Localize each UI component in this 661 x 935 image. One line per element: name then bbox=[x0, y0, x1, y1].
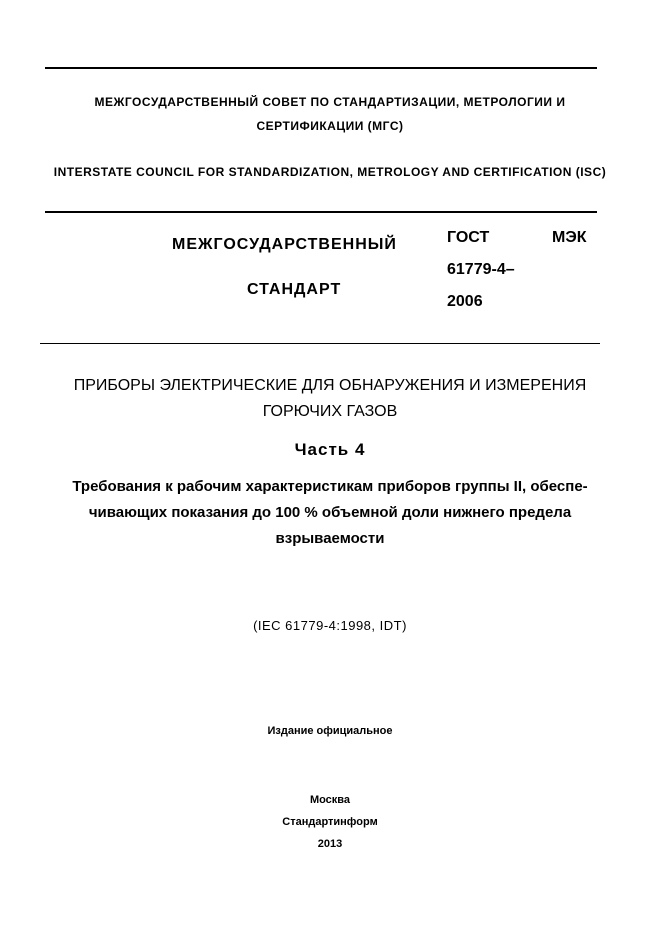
header-rule bbox=[45, 211, 597, 213]
title-line-2: ГОРЮЧИХ ГАЗОВ bbox=[262, 403, 398, 420]
top-rule bbox=[45, 67, 597, 69]
document-subtitle bbox=[20, 474, 640, 552]
imprint-year: 2013 bbox=[317, 838, 343, 850]
document-title bbox=[20, 373, 640, 425]
council-name-ru bbox=[40, 90, 620, 138]
iec-label: МЭК bbox=[552, 229, 587, 246]
imprint-publisher: Стандартинформ bbox=[282, 816, 378, 828]
standard-type-line1: МЕЖГОСУДАРСТВЕННЫЙ bbox=[172, 236, 397, 253]
subtitle-line-2: чивающих показания до 100 % объемной доли нижнего предела bbox=[88, 504, 572, 521]
iec-reference: (IEC 61779-4:1998, IDT) bbox=[253, 618, 407, 633]
subtitle-line-3: взрываемости bbox=[275, 530, 385, 547]
gost-label: ГОСТ bbox=[447, 229, 490, 246]
part-number: Часть 4 bbox=[294, 440, 366, 459]
standard-year: 2006 bbox=[447, 293, 483, 310]
title-line-1: ПРИБОРЫ ЭЛЕКТРИЧЕСКИЕ ДЛЯ ОБНАРУЖЕНИЯ И ИЗМЕРЕНИЯ bbox=[73, 377, 587, 394]
council-en-text: INTERSTATE COUNCIL FOR STANDARDIZATION, METROLOGY AND CERTIFICATION (ISC) bbox=[53, 165, 607, 179]
subtitle-line-1: Требования к рабочим характеристикам приборов группы II, обеспе- bbox=[72, 478, 588, 495]
standard-type-line2: СТАНДАРТ bbox=[247, 281, 342, 298]
imprint bbox=[20, 789, 640, 855]
council-name-en bbox=[40, 160, 620, 184]
council-ru-text: МЕЖГОСУДАРСТВЕННЫЙ СОВЕТ ПО СТАНДАРТИЗАЦИИ, МЕТРОЛОГИИ И СЕРТИФИКАЦИИ (МГС) bbox=[94, 95, 566, 133]
designation-rule bbox=[40, 343, 600, 344]
edition-note: Издание официальное bbox=[267, 725, 393, 737]
standard-number: 61779-4– bbox=[447, 261, 515, 278]
imprint-city: Москва bbox=[309, 794, 351, 806]
